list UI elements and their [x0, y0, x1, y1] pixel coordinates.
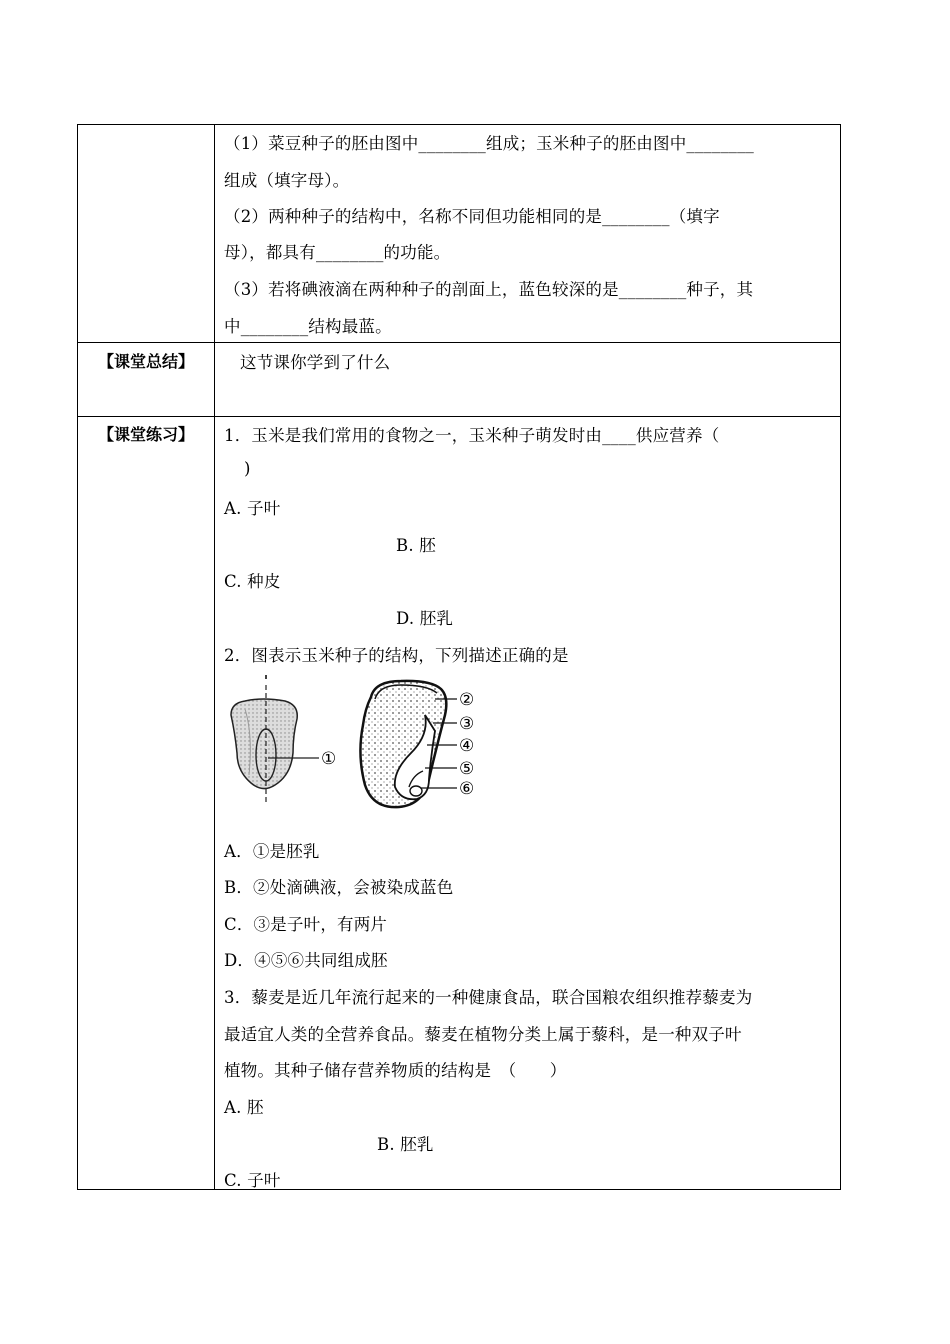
- q3-line-3: 植物。其种子储存营养物质的结构是 （ ）: [224, 1061, 567, 1080]
- worksheet-table: [77, 124, 841, 1190]
- q1-option-b: B. 胚: [396, 536, 436, 555]
- corn-seed-diagram: [223, 675, 493, 815]
- q3-option-c: C. 子叶: [224, 1171, 281, 1190]
- label-5: ⑤: [459, 759, 475, 779]
- q-line-1: （1）菜豆种子的胚由图中________组成；玉米种子的胚由图中________: [224, 134, 754, 153]
- q3-line-2: 最适宜人类的全营养食品。藜麦在植物分类上属于藜科，是一种双子叶: [224, 1025, 742, 1044]
- label-4: ④: [459, 736, 475, 756]
- label-1: ①: [321, 749, 337, 769]
- q2-option-a: A．①是胚乳: [224, 842, 320, 861]
- q-line-2: 组成（填字母）。: [224, 171, 350, 190]
- label-6: ⑥: [459, 779, 475, 799]
- row-divider: [78, 416, 840, 417]
- q3-option-b: B. 胚乳: [377, 1135, 434, 1154]
- q1-option-c: C. 种皮: [224, 572, 281, 591]
- label-3: ③: [459, 714, 475, 734]
- q1-option-a: A. 子叶: [224, 499, 281, 518]
- q1-option-d: D. 胚乳: [396, 609, 454, 628]
- column-divider: [214, 125, 215, 1189]
- summary-label: 【课堂总结】: [97, 352, 194, 371]
- q-line-3: （2）两种种子的结构中，名称不同但功能相同的是________（填字: [224, 207, 720, 226]
- q2-option-c: C．③是子叶，有两片: [224, 915, 388, 934]
- q2-option-b: B．②处滴碘液，会被染成蓝色: [224, 878, 454, 897]
- label-2: ②: [459, 690, 475, 710]
- q1-stem-end: ): [244, 459, 251, 478]
- whole-seed: [231, 675, 319, 805]
- row-divider: [78, 342, 840, 343]
- q-line-5: （3）若将碘液滴在两种种子的剖面上，蓝色较深的是________种子，其: [224, 280, 754, 299]
- q2-stem: 2．图表示玉米种子的结构，下列描述正确的是: [224, 646, 569, 665]
- q-line-4: 母），都具有________的功能。: [224, 243, 451, 262]
- summary-text: 这节课你学到了什么: [240, 353, 391, 372]
- q1-stem: 1．玉米是我们常用的食物之一，玉米种子萌发时由____供应营养（: [224, 426, 720, 445]
- q2-option-d: D．④⑤⑥共同组成胚: [224, 951, 388, 970]
- q3-option-a: A. 胚: [224, 1098, 264, 1117]
- seed-section: [360, 681, 457, 807]
- practice-label: 【课堂练习】: [97, 425, 194, 444]
- q-line-6: 中________结构最蓝。: [224, 317, 392, 336]
- q3-line-1: 3．藜麦是近几年流行起来的一种健康食品，联合国粮农组织推荐藜麦为: [224, 988, 753, 1007]
